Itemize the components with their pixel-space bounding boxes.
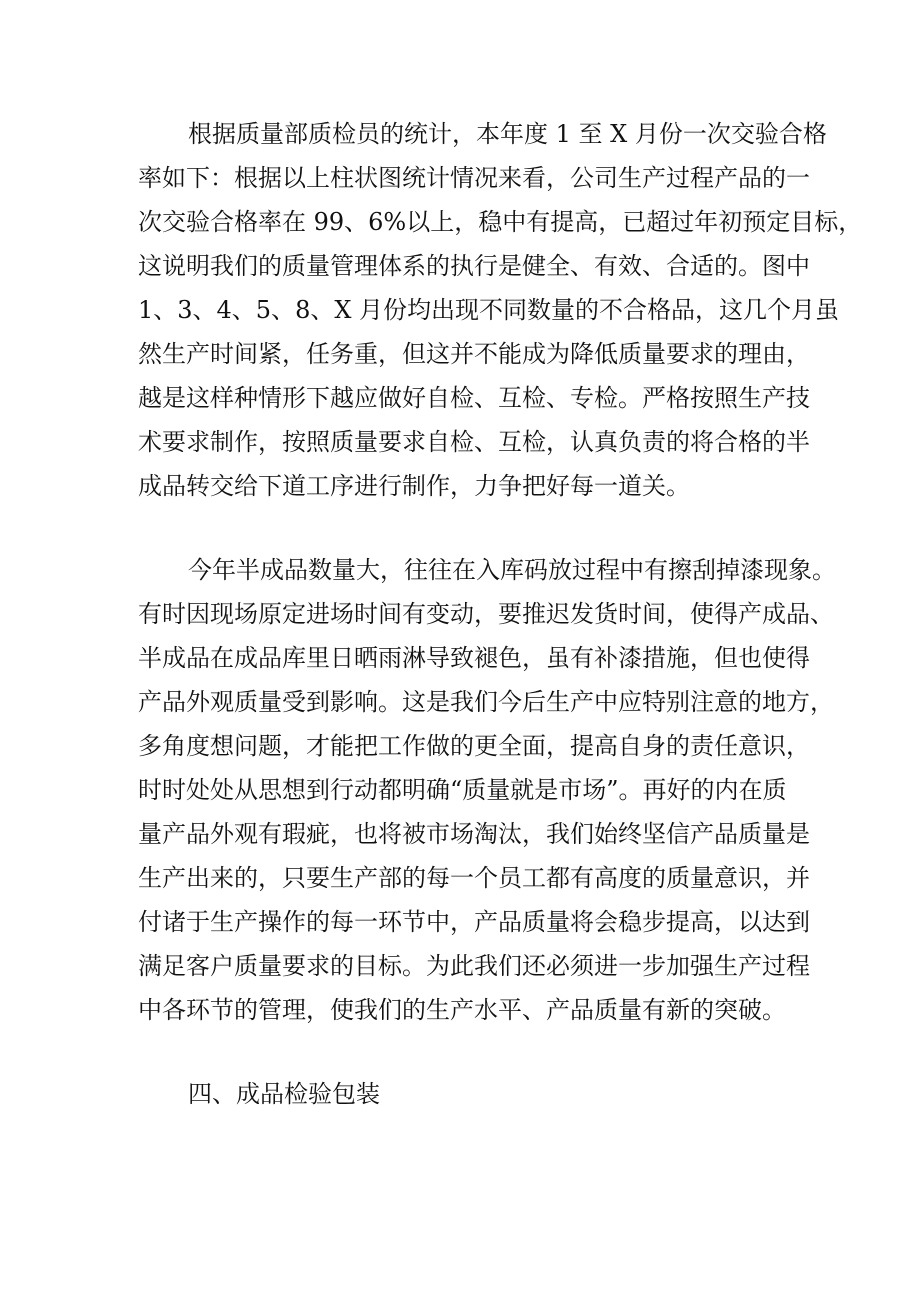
text-line: 生产出来的，只要生产部的每一个员工都有高度的质量意识，并 <box>138 864 810 892</box>
text-line: 时时处处从思想到行动都明确“质量就是市场”。再好的内在质 <box>138 776 787 804</box>
text-line: 越是这样种情形下越应做好自检、互检、专检。严格按照生产技 <box>138 384 810 412</box>
text-line: 多角度想问题，才能把工作做的更全面，提高自身的责任意识， <box>138 732 810 760</box>
text-line: 根据质量部质检员的统计，本年度 1 至 X 月份一次交验合格 <box>188 120 827 148</box>
text-line: 然生产时间紧，任务重，但这并不能成为降低质量要求的理由， <box>138 340 810 368</box>
text-line: 满足客户质量要求的目标。为此我们还必须进一步加强生产过程 <box>138 952 810 980</box>
text-line: 成品转交给下道工序进行制作，力争把好每一道关。 <box>138 472 690 500</box>
text-line: 今年半成品数量大，往往在入库码放过程中有擦刮掉漆现象。 <box>188 556 836 584</box>
text-line: 这说明我们的质量管理体系的执行是健全、有效、合适的。图中 <box>138 252 810 280</box>
text-line: 率如下：根据以上柱状图统计情况来看，公司生产过程产品的一 <box>138 164 810 192</box>
section-heading: 四、成品检验包装 <box>188 1080 380 1108</box>
text-line: 量产品外观有瑕疵，也将被市场淘汰，我们始终坚信产品质量是 <box>138 820 810 848</box>
text-line: 付诸于生产操作的每一环节中，产品质量将会稳步提高，以达到 <box>138 908 810 936</box>
text-line: 中各环节的管理，使我们的生产水平、产品质量有新的突破。 <box>138 996 786 1024</box>
text-line: 有时因现场原定进场时间有变动，要推迟发货时间，使得产成品、 <box>138 600 834 628</box>
text-line: 术要求制作，按照质量要求自检、互检，认真负责的将合格的半 <box>138 428 810 456</box>
text-line: 产品外观质量受到影响。这是我们今后生产中应特别注意的地方， <box>138 688 834 716</box>
text-line: 半成品在成品库里日晒雨淋导致褪色，虽有补漆措施，但也使得 <box>138 644 810 672</box>
text-line: 次交验合格率在 99、6%以上，稳中有提高，已超过年初预定目标， <box>138 208 863 236</box>
text-line: 1、3、4、5、8、X 月份均出现不同数量的不合格品，这几个月虽 <box>138 296 840 324</box>
